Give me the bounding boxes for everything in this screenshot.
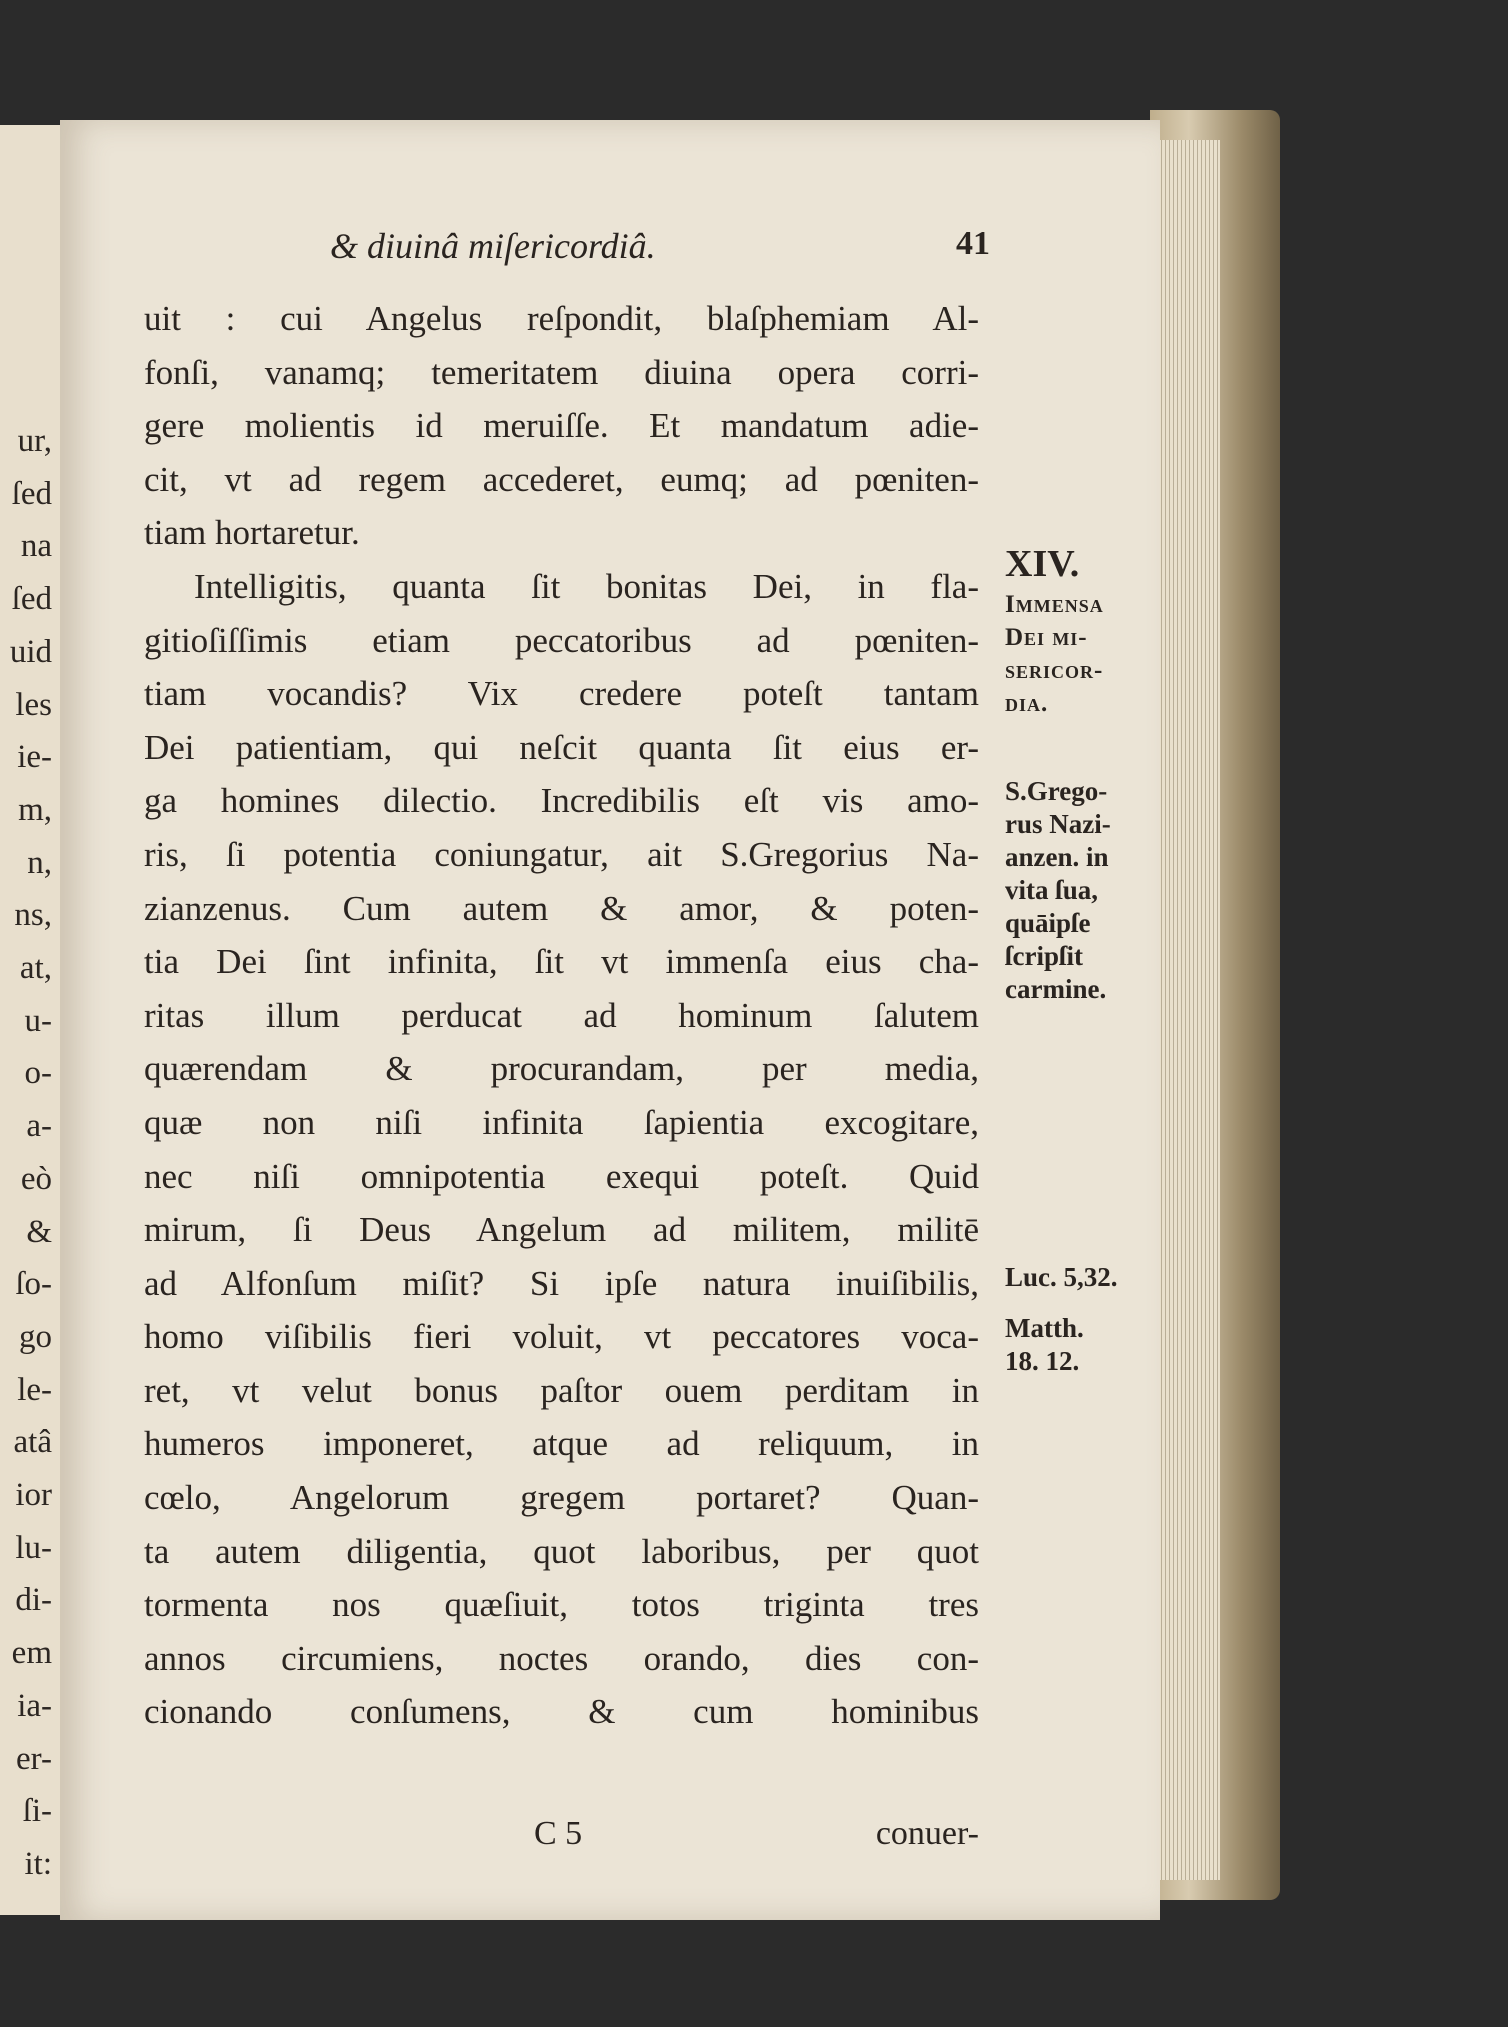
page-edges <box>1150 140 1220 1880</box>
left-page-fragment: le- <box>17 1371 52 1408</box>
text-line: humeros imponeret, atque ad reliquum, in <box>144 1424 979 1464</box>
text-line: tia Dei ſint infinita, ſit vt immenſa eius cha- <box>144 942 979 982</box>
catchword: conuer- <box>875 1815 979 1852</box>
left-page-fragment: na <box>20 528 52 565</box>
left-page-fragment: ia- <box>17 1687 52 1724</box>
left-page-fragment: a- <box>26 1108 52 1145</box>
left-page-fragment: lu- <box>15 1529 52 1566</box>
text-line: ta autem diligentia, quot laboribus, per quot <box>144 1531 979 1571</box>
source-note-line: carmine. <box>1005 974 1107 1004</box>
left-page-fragment: ſi- <box>22 1793 52 1830</box>
source-note-line: vita ſua, <box>1005 875 1099 905</box>
section-title-line: sericor- <box>1005 657 1104 684</box>
text-line: annos circumiens, noctes orando, dies con- <box>144 1638 979 1678</box>
margin-notes <box>1005 540 1155 1378</box>
left-page-fragment: n, <box>27 844 52 881</box>
page-number: 41 <box>956 225 990 262</box>
left-page-fragment: & <box>26 1213 52 1250</box>
left-page-fragment: di- <box>15 1582 52 1619</box>
source-note-line: ſcripſit <box>1005 941 1083 971</box>
text-line: ga homines dilectio. Incredibilis eſt vis amo- <box>144 781 979 821</box>
left-page-text <box>0 415 58 1891</box>
text-line: tormenta nos quæſiuit, totos triginta tres <box>144 1585 979 1625</box>
left-page-fragment: ior <box>15 1477 52 1514</box>
section-number: XIV. <box>1005 543 1080 585</box>
text-line: ris, ſi potentia coniungatur, ait S.Gregorius Na- <box>144 834 979 874</box>
text-line: Intelligitis, quanta ſit bonitas Dei, in fla- <box>194 566 979 606</box>
text-line: cionando conſumens, & cum hominibus <box>144 1692 979 1732</box>
left-page-fragment: m, <box>18 791 52 828</box>
text-line: quæ non niſi infinita ſapientia excogitare, <box>144 1102 979 1142</box>
text-line: Dei patientiam, qui neſcit quanta ſit eius er- <box>144 727 979 767</box>
reference-luke: Luc. 5,32. <box>1005 1262 1118 1292</box>
left-page-fragment: eò <box>20 1160 52 1197</box>
text-line: gere molientis id meruiſſe. Et mandatum adie- <box>144 406 979 446</box>
text-line: ritas illum perducat ad hominum ſalutem <box>144 995 979 1035</box>
reference-matthew-line: 18. 12. <box>1005 1346 1080 1376</box>
left-page-fragment: go <box>19 1318 52 1355</box>
left-page-fragment: les <box>15 686 52 723</box>
page-header <box>330 225 990 285</box>
section-title-line: Dei mi- <box>1005 624 1088 651</box>
right-page <box>60 120 1160 1920</box>
left-page <box>0 125 63 1915</box>
left-page-fragment: ur, <box>17 423 52 459</box>
text-line: uit : cui Angelus reſpondit, blaſphemiam Al- <box>144 299 979 338</box>
left-page-fragment: it: <box>24 1845 52 1882</box>
left-page-fragment: u- <box>24 1002 52 1039</box>
section-title-line: Immensa <box>1005 591 1104 618</box>
text-line: homo viſibilis fieri voluit, vt peccatores voca- <box>144 1317 979 1357</box>
left-page-fragment: ns, <box>14 897 52 934</box>
body-text <box>144 292 979 1739</box>
reference-matthew-line: Matth. <box>1005 1313 1084 1343</box>
source-note-line: S.Grego- <box>1005 776 1108 806</box>
page-footer <box>144 1815 979 1865</box>
text-line: tiam hortaretur. <box>144 513 360 553</box>
source-note-line: quāipſe <box>1005 908 1091 938</box>
running-title: & diuinâ miſericordiâ. <box>330 226 656 266</box>
text-line: ret, vt velut bonus paſtor ouem perditam in <box>144 1370 979 1410</box>
signature-mark: C 5 <box>534 1815 583 1852</box>
text-line: quærendam & procurandam, per media, <box>144 1049 979 1089</box>
text-line: nec niſi omnipotentia exequi poteſt. Quid <box>144 1156 979 1196</box>
left-page-fragment: atâ <box>13 1424 52 1461</box>
text-line: gitioſiſſimis etiam peccatoribus ad pœniten- <box>144 620 979 660</box>
text-line: zianzenus. Cum autem & amor, & poten- <box>144 888 979 928</box>
text-line: ad Alfonſum miſit? Si ipſe natura inuiſibilis, <box>144 1263 979 1303</box>
text-line: tiam vocandis? Vix credere poteſt tantam <box>144 674 979 714</box>
text-line: cœlo, Angelorum gregem portaret? Quan- <box>144 1478 979 1518</box>
left-page-fragment: ie- <box>17 739 52 776</box>
left-page-fragment: uid <box>9 633 52 670</box>
left-page-fragment: ſed <box>11 475 52 512</box>
text-line: fonſi, vanamq; temeritatem diuina opera corri- <box>144 352 979 392</box>
left-page-fragment: ſed <box>11 581 52 618</box>
section-title-line: dia. <box>1005 690 1049 717</box>
left-page-fragment: o- <box>24 1055 52 1092</box>
source-note-line: rus Nazi- <box>1005 809 1111 839</box>
left-page-fragment: em <box>11 1635 52 1672</box>
source-note-line: anzen. in <box>1005 842 1109 872</box>
text-line: mirum, ſi Deus Angelum ad militem, militē <box>144 1210 979 1250</box>
left-page-fragment: er- <box>16 1740 52 1777</box>
left-page-fragment: ſo- <box>15 1266 52 1303</box>
text-line: cit, vt ad regem accederet, eumq; ad pœniten- <box>144 459 979 499</box>
left-page-fragment: at, <box>19 950 52 987</box>
